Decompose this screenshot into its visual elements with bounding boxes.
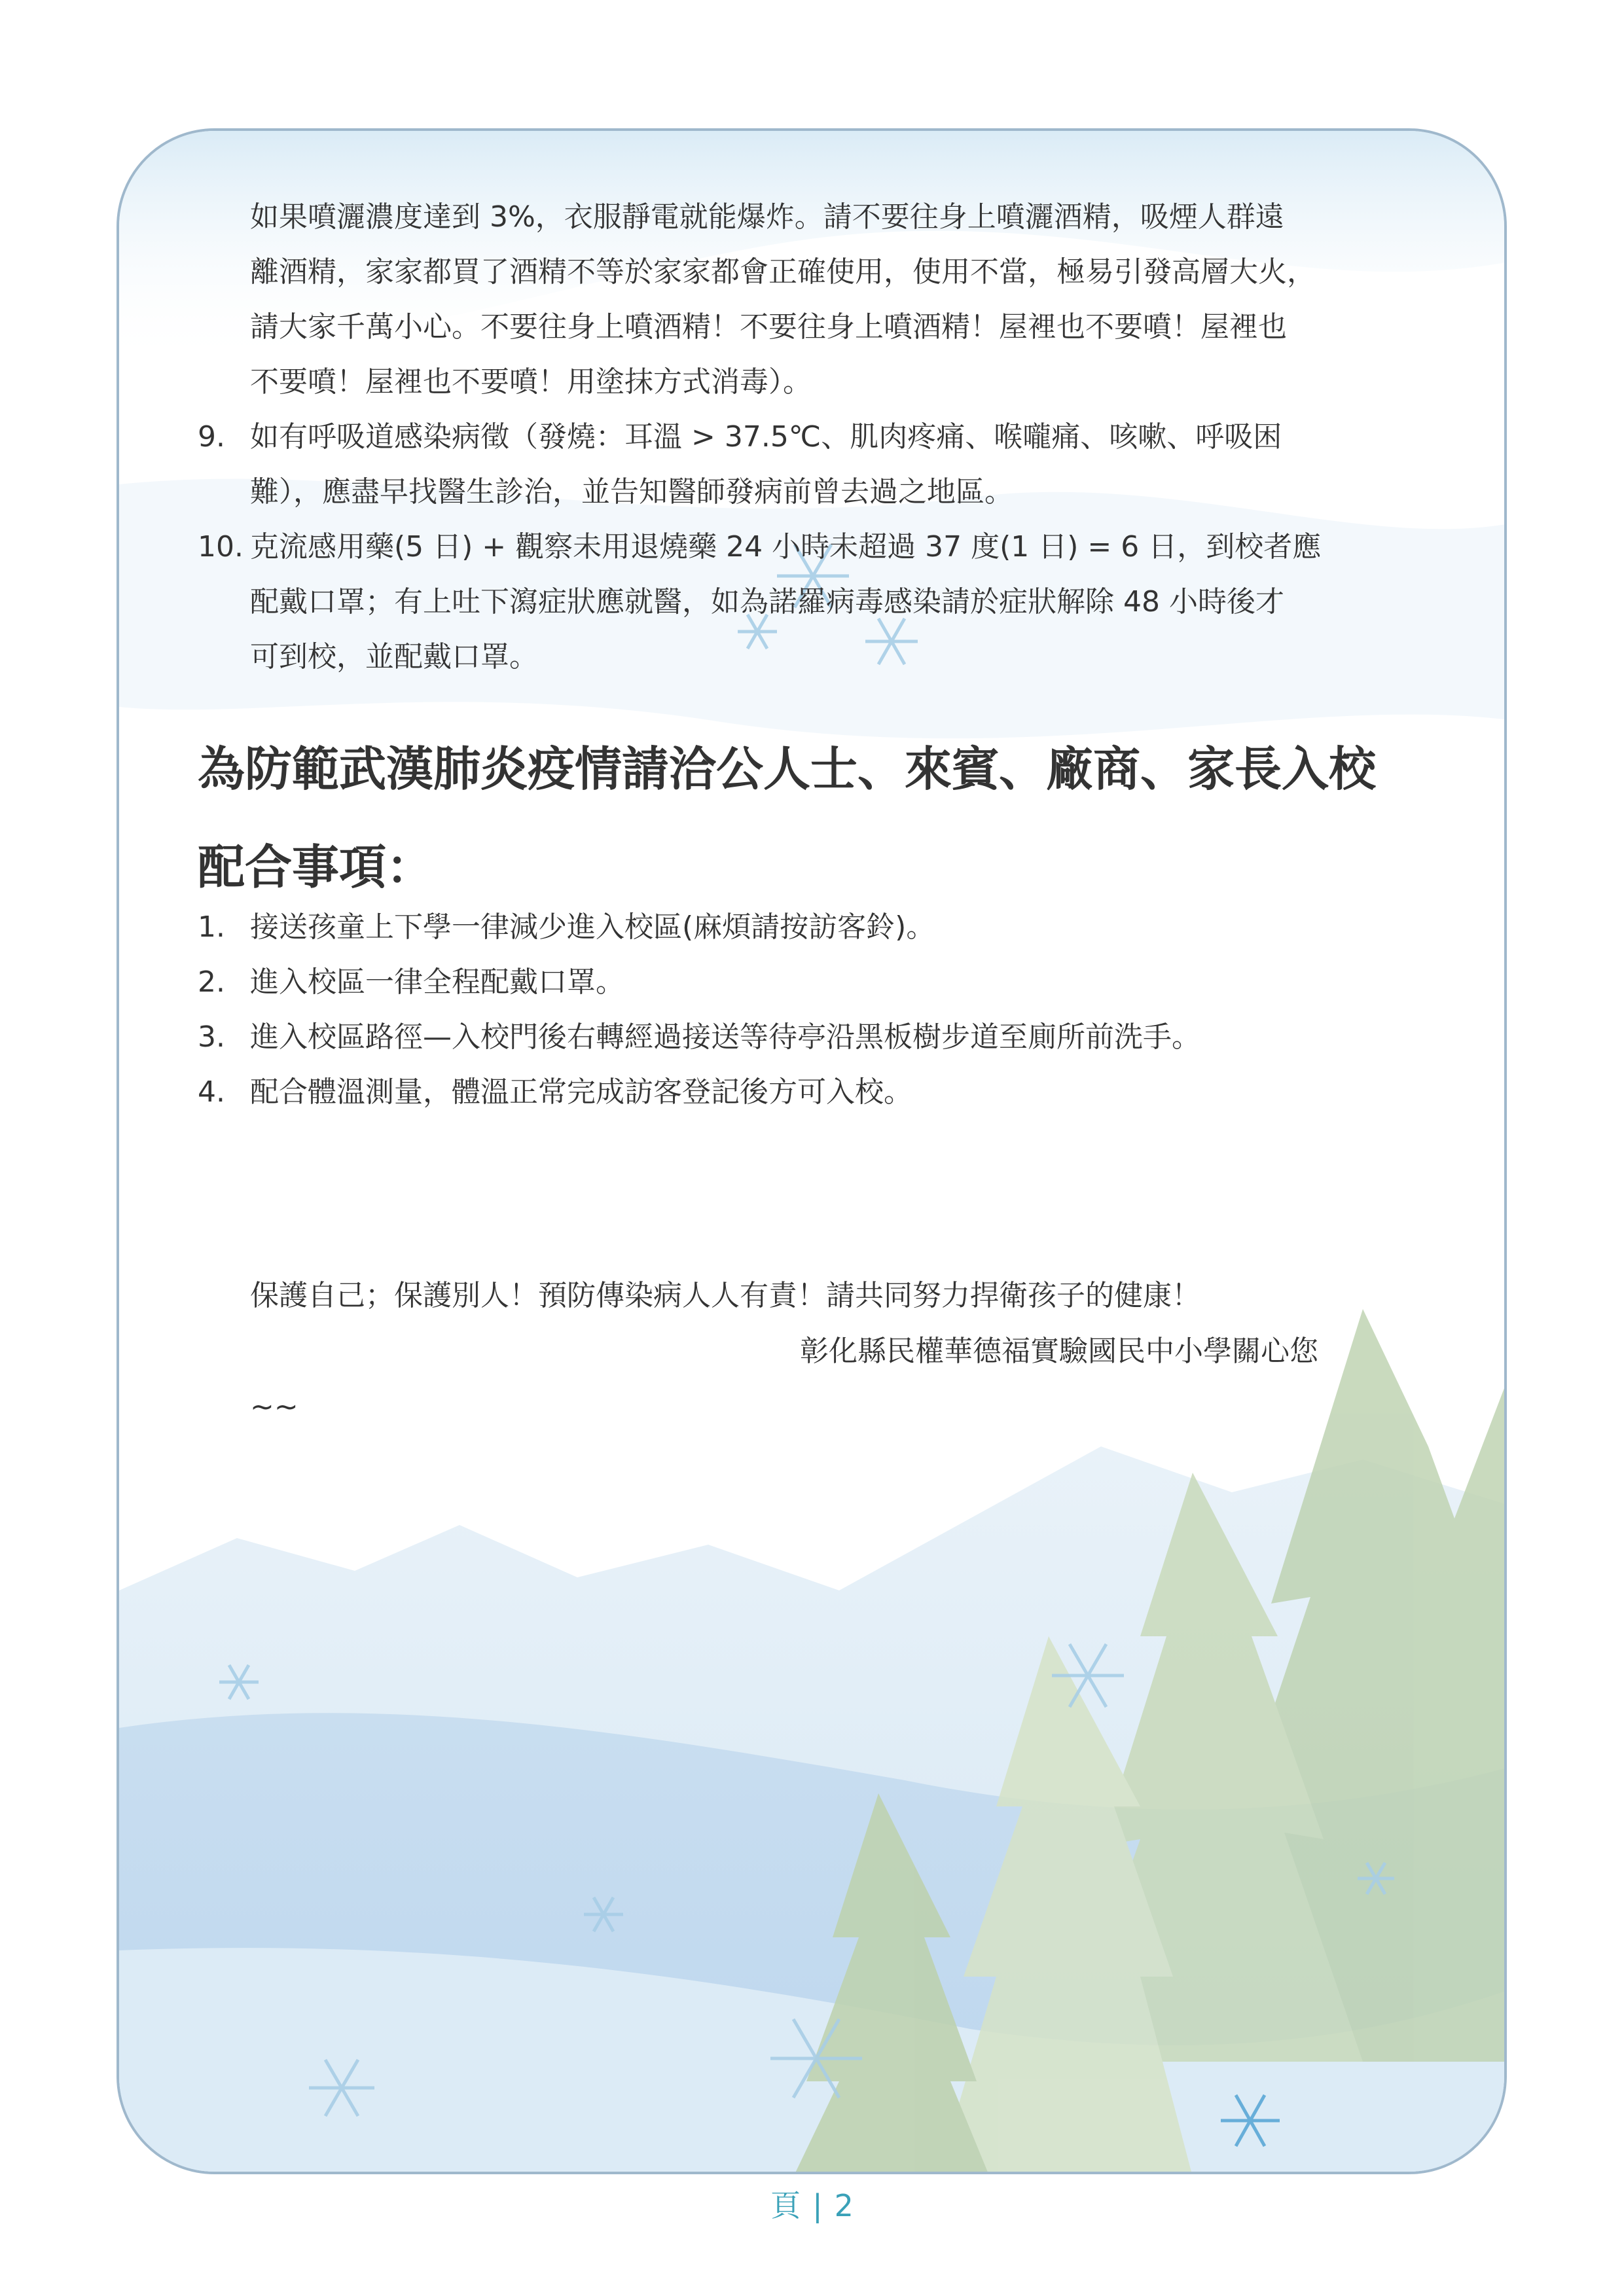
- page-content: [119, 131, 1507, 2174]
- tilde-mark: ~~: [250, 1390, 298, 1424]
- page-separator: |: [812, 2188, 823, 2223]
- section-heading: [198, 720, 1441, 916]
- visitor-list: [198, 900, 1441, 1120]
- page-footer: [0, 2186, 1624, 2225]
- list-item-line: 可到校，並配戴口罩。: [250, 640, 538, 673]
- list-item-text: 配合體溫測量，體溫正常完成訪客登記後方可入校。: [250, 1075, 912, 1109]
- heading-line: 配合事項：: [198, 840, 434, 895]
- slogan: 保護自己；保護別人！預防傳染病人人有責！請共同努力捍衛孩子的健康！: [250, 1279, 1200, 1312]
- list-item-line: 克流感用藥(5 日) + 觀察未用退燒藥 24 小時未超過 37 度(1 日) = 6 日，到校者應: [250, 530, 1322, 564]
- list-item-line: 配戴口罩；有上吐下瀉症狀應就醫，如為諾羅病毒感染請於症狀解除 48 小時後才: [250, 585, 1284, 619]
- page-number: 2: [834, 2188, 854, 2223]
- intro-line: 不要噴！屋裡也不要噴！用塗抹方式消毒）。: [250, 365, 812, 399]
- list-item-number: 3.: [198, 1020, 225, 1054]
- intro-line: 請大家千萬小心。不要往身上噴酒精！不要往身上噴酒精！屋裡也不要噴！屋裡也: [250, 310, 1287, 344]
- list-item: [198, 1065, 1441, 1120]
- list-item: [198, 900, 1441, 955]
- list-item-number: 10.: [198, 530, 244, 564]
- signature: 彰化縣民權華德福實驗國民中小學關心您: [800, 1335, 1318, 1368]
- list-item-number: 2.: [198, 965, 225, 999]
- page-frame: [117, 128, 1507, 2174]
- intro-line: 離酒精，家家都買了酒精不等於家家都會正確使用，使用不當，極易引發高層大火，: [250, 255, 1316, 289]
- list-item: [198, 410, 1441, 520]
- intro-line: 如果噴灑濃度達到 3%，衣服靜電就能爆炸。請不要往身上噴灑酒精，吸煙人群遠: [250, 200, 1284, 234]
- list-item-line: 難），應盡早找醫生診治，並告知醫師發病前曾去過之地區。: [250, 475, 1013, 509]
- list-item-number: 4.: [198, 1075, 225, 1109]
- list-item-number: 9.: [198, 420, 225, 454]
- intro-paragraph: [250, 190, 1441, 410]
- list-item-text: 進入校區路徑—入校門後右轉經過接送等待亭沿黑板樹步道至廁所前洗手。: [250, 1020, 1200, 1054]
- list-item-line: 如有呼吸道感染病徵（發燒：耳溫 > 37.5℃、肌肉疼痛、喉嚨痛、咳嗽、呼吸困: [250, 420, 1282, 454]
- list-item-number: 1.: [198, 910, 225, 944]
- page-label: 頁: [770, 2188, 801, 2223]
- list-item: [198, 520, 1441, 685]
- list-item: [198, 1010, 1441, 1065]
- list-item-text: 進入校區一律全程配戴口罩。: [250, 965, 624, 999]
- list-item-text: 接送孩童上下學一律減少進入校區(麻煩請按訪客鈴)。: [250, 910, 935, 944]
- heading-line: 為防範武漢肺炎疫情請洽公人士、來賓、廠商、家長入校: [198, 742, 1377, 797]
- list-item: [198, 955, 1441, 1010]
- health-list: [198, 410, 1441, 685]
